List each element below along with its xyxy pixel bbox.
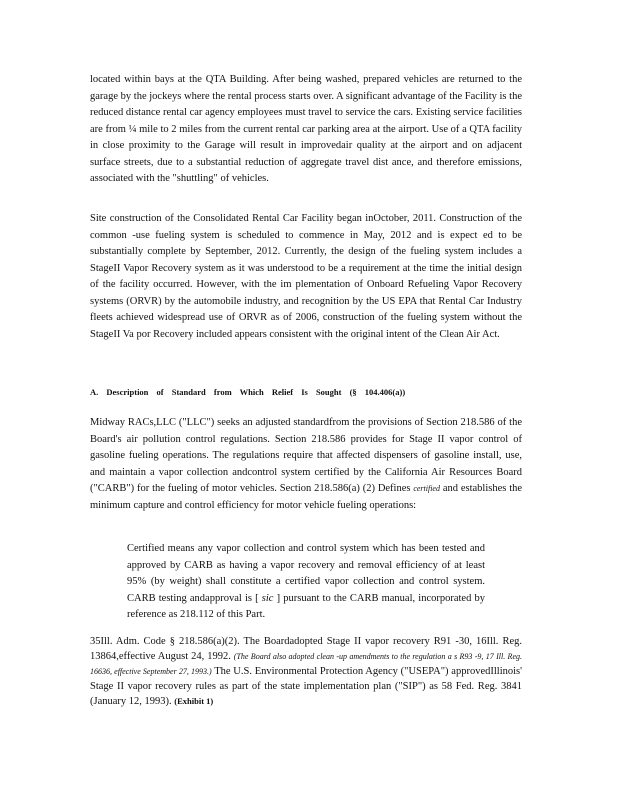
quote-text: Certified means any vapor collection and control system which has been tested and approved by CARB as having a vapor recovery and removal efficiency of at least 95% (by weight) shall constitute a certified vapor collection and control system. CARB testing andapproval is [	[127, 543, 485, 604]
sic-marker: sic	[261, 592, 274, 604]
quote-text: ] pursuant to the CARB manual, incorporated by reference as 218.112 of this Part.	[127, 592, 485, 620]
paragraph-text: Midway RACs,LLC ("LLC") seeks an adjusted standardfrom the provisions of Section 218.586 of the Board's air pollution control regulations. Section 218.586 provides for Stage II vapor control of gasoline fueling operations. The regulations require that affected dispensers of gasoline install, use, and maintain a vapor collection andcontrol system certified by the California Air Resources Board ("CARB") for the fueling of motor vehicles. Section 218.586(a) (2) Defines	[90, 417, 522, 494]
citation-text: The U.S. Environmental Protection Agency ("USEPA") approvedIllinois' Stage II vapor recovery rules as part of the state implementation plan ("SIP") as 58 Fed. Reg. 3841 (January 12, 1993).	[90, 666, 523, 707]
certified-term: certified	[413, 484, 440, 493]
paragraph-citation	[90, 634, 522, 709]
block-quote-definition	[127, 541, 485, 624]
paragraph-site-construction: Site construction of the Consolidated Rental Car Facility began inOctober, 2011. Construction of the common -use fueling system is scheduled to commence in May, 2012 and is expect ed to be substantially complete by September, 2012. Currently, the design of the fueling system includes a StageII Vapor Recovery system as it was understood to be a requirement at the time the initial design of the facility occurred. However, with the im plementation of Onboard Refueling Vapor Recovery systems (ORVR) by the automobile industry, and recognition by the US EPA that Rental Car Industry fleets achieved widespread use of ORVR as of 2006, construction of the fueling system without the StageII Va por Recovery included appears consistent with the original intent of the Clean Air Act.	[90, 213, 522, 340]
paragraph-qta-facility: located within bays at the QTA Building. After being washed, prepared vehicles are returned to the garage by the jockeys where the rental process starts over. A significant advantage of the Facility is the reduced distance rental car agency employees must travel to service the cars. Existing service facilities are from ¼ mile to 2 miles from the current rental car parking area at the airport. Use of a QTA facility in close proximity to the Garage will result in improvedair quality at the airport and on adjacent surface streets, due to a substantial reduction of aggregate travel dist ance, and therefore emissions, associated with the "shuttling" of vehicles.	[90, 74, 522, 184]
paragraph-text: and establishes the minimum capture and control efficiency for motor vehicle fueling operations:	[90, 483, 523, 511]
citation-text: 35Ill. Adm. Code § 218.586(a)(2). The Boardadopted Stage II vapor recovery R91 -30, 16Ill. Reg. 13864,effective August 24, 1992.	[90, 636, 522, 662]
section-heading-description: A. Description of Standard from Which Relief Is Sought (§ 104.406(a))	[90, 387, 406, 397]
exhibit-reference: (Exhibit 1)	[174, 696, 214, 706]
paragraph-adjusted-standard	[90, 415, 522, 514]
citation-italic-note: (The Board also adopted clean -up amendments to the regulation a s R93 -9, 17 Ill. Reg. 16636, effective September 27, 1993.)	[90, 652, 522, 676]
